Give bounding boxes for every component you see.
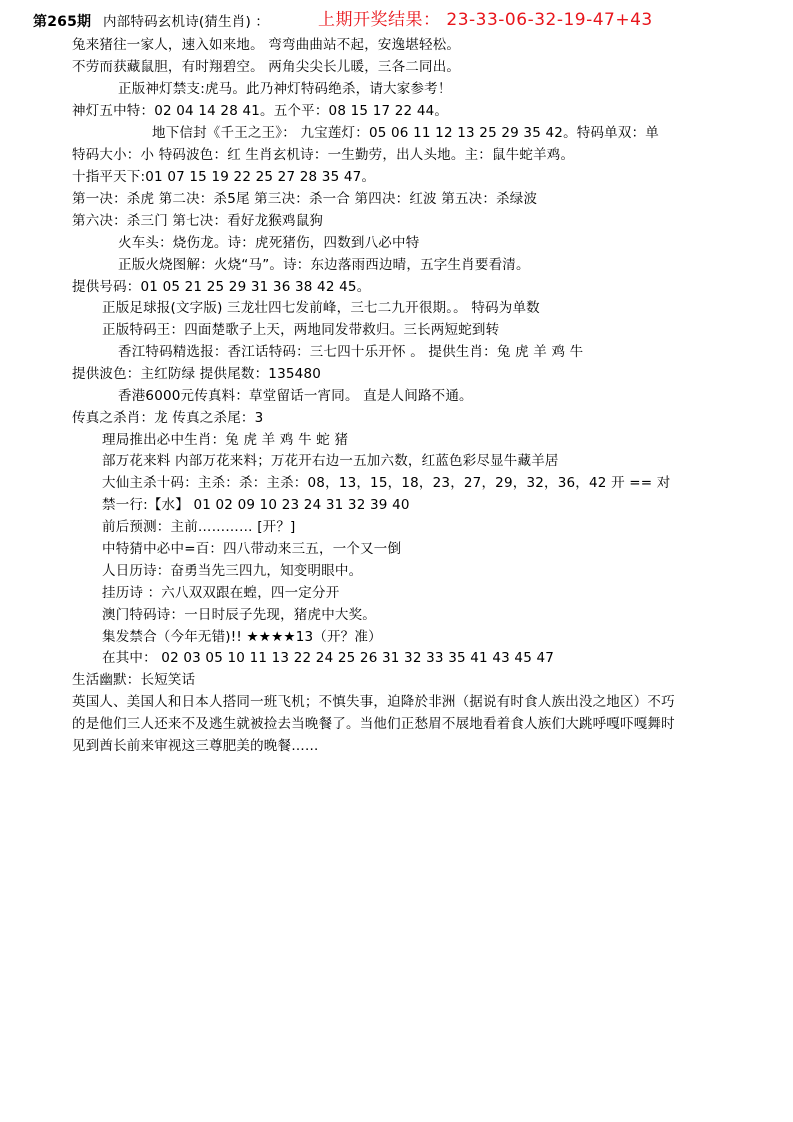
football-paper-line: 正版足球报(文字版) 三龙壮四七发前峰，三七二九开很期。。 特码为单数 <box>102 300 540 316</box>
must-hit-zodiac-line: 理局推出必中生肖：兔 虎 羊 鸡 牛 蛇 猪 <box>102 432 349 448</box>
lamp-numbers-line: 神灯五中特：02 04 14 28 41。五个平：08 15 17 22 44。 <box>72 103 449 119</box>
collection-line: 集发禁合（今年无错)!! ★★★★13（开？准） <box>102 629 382 645</box>
hongkong-select-line: 香江特码精选报：香江话特码：三七四十乐开怀 。 提供生肖：兔 虎 羊 鸡 牛 <box>118 344 584 360</box>
ban-row-line: 禁一行:【水】 01 02 09 10 23 24 31 32 39 40 <box>102 497 410 513</box>
provided-color-line: 提供波色：主红防绿 提供尾数：135480 <box>72 366 322 382</box>
flower-material-line: 部万花来料 内部万花来料；万花开右边一五加六数，红蓝色彩尽显牛藏羊居 <box>102 453 559 469</box>
immortal-kill-line: 大仙主杀十码：主杀：杀：主杀：08，13，15，18，23，27，29，32，36，42 开 == 对 <box>102 475 671 491</box>
fire-diagram-line: 正版火烧图解：火烧“马”。诗：东边落雨西边晴，五字生肖要看清。 <box>118 257 530 273</box>
poem-title: 内部特码玄机诗(猜生肖) ： <box>103 14 270 30</box>
humor-heading: 生活幽默：长短笑话 <box>72 672 196 688</box>
size-color-line: 特码大小：小 特码波色：红 生肖玄机诗：一生勤劳，出人头地。主：鼠牛蛇羊鸡。 <box>72 147 575 163</box>
joke-line-3: 见到酋长前来审视这三尊肥美的晚餐…… <box>72 738 319 754</box>
issue-number: 第265期 <box>33 14 92 30</box>
envelope-line: 地下信封《千王之王》： 九宝莲灯：05 06 11 12 13 25 29 35 42。特码单双：单 <box>152 125 659 141</box>
front-back-line: 前后预测：主前………… [开？] <box>102 519 296 535</box>
in-which-line: 在其中： 02 03 05 10 11 13 22 24 25 26 31 32 33 35 41 43 45 47 <box>102 650 555 666</box>
decisions-line-2: 第六决：杀三门 第七决：看好龙猴鸡鼠狗 <box>72 213 324 229</box>
calendar-poem-line: 人日历诗：奋勇当先三四九，知变明眼中。 <box>102 563 363 579</box>
hongkong-fax-line: 香港6000元传真料：草堂留话一宵同。 直是人间路不通。 <box>118 388 473 404</box>
lamp-ban-line: 正版神灯禁支:虎马。此乃神灯特码绝杀，请大家参考！ <box>118 81 452 97</box>
macau-poem-line: 澳门特码诗：一日时辰子先现，猪虎中大奖。 <box>102 607 376 623</box>
poem-line-2: 不劳而获藏鼠胆，有时翔碧空。 两角尖尖长儿暖，三各二同出。 <box>72 59 461 75</box>
decisions-line-1: 第一决：杀虎 第二决：杀5尾 第三决：杀一合 第四决：红波 第五决：杀绿波 <box>72 191 538 207</box>
wall-calendar-line: 挂历诗 ：六八双双跟在蝗，四一定分开 <box>102 585 340 601</box>
fax-kill-line: 传真之杀肖：龙 传真之杀尾：3 <box>72 410 264 426</box>
train-head-line: 火车头：烧伤龙。诗：虎死猪伤，四数到八必中特 <box>118 235 420 251</box>
joke-line-1: 英国人、美国人和日本人搭同一班飞机；不慎失事，迫降於非洲（据说有时食人族出没之地区）不巧 <box>72 694 675 710</box>
provided-numbers-line: 提供号码：01 05 21 25 29 31 36 38 42 45。 <box>72 279 371 295</box>
special-king-line: 正版特码王：四面楚歌子上天，两地同发带救归。三长两短蛇到转 <box>102 322 500 338</box>
poem-line-1: 兔来猪往一家人，速入如来地。 弯弯曲曲站不起，安逸堪轻松。 <box>72 37 461 53</box>
ten-fingers-line: 十指平天下:01 07 15 19 22 25 27 28 35 47。 <box>72 169 376 185</box>
joke-line-2: 的是他们三人还来不及逃生就被捡去当晚餐了。当他们正愁眉不展地看着食人族们大跳呼嘎吓嘎舞时 <box>72 716 675 732</box>
center-guess-line: 中特猜中必中=百：四八带动来三五，一个又一倒 <box>102 541 402 557</box>
last-draw-result: 上期开奖结果： 23-33-06-32-19-47+43 <box>318 10 653 30</box>
